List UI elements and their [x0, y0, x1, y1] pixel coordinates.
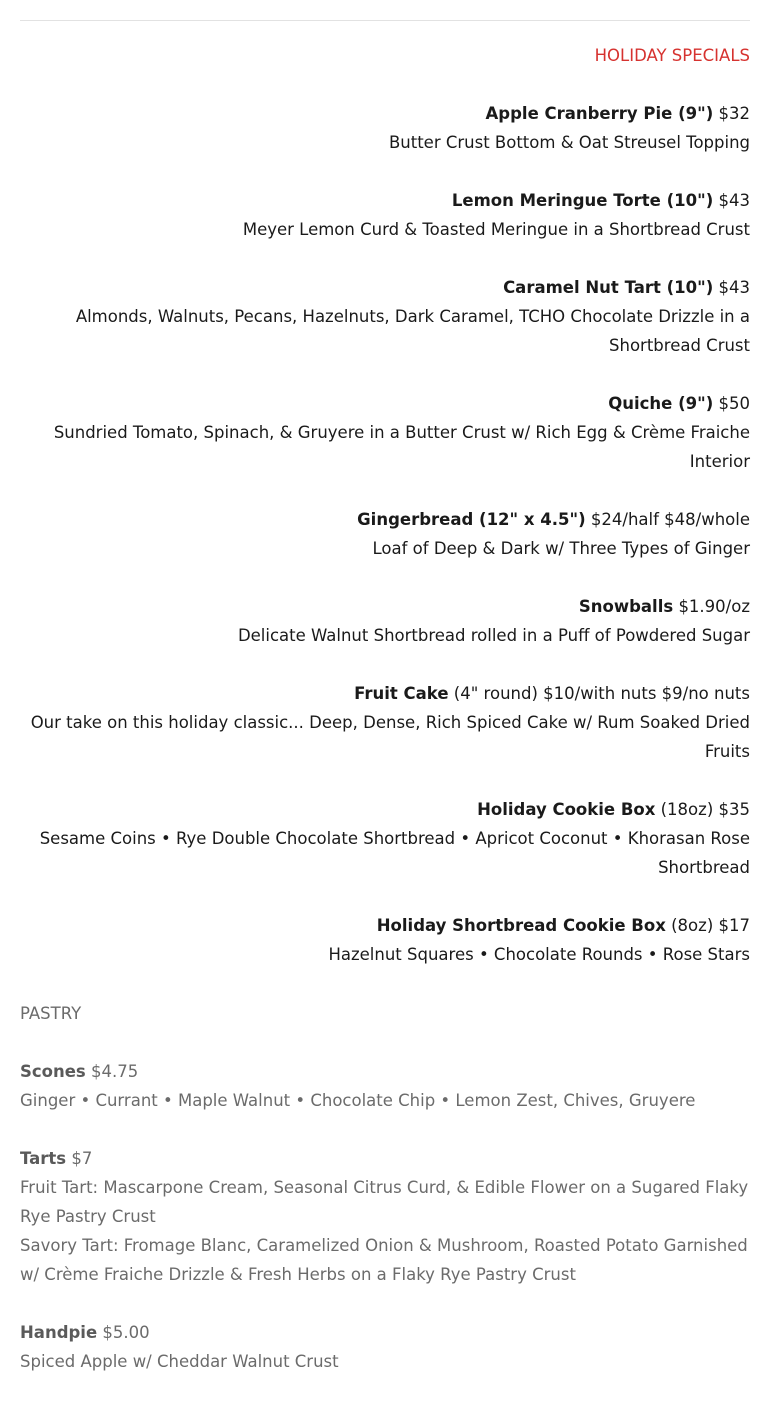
item-description: Fruit Tart: Mascarpone Cream, Seasonal Citrus Curd, & Edible Flower on a Sugared Flaky Rye Pastry Crust	[20, 1178, 749, 1226]
item-name: Lemon Meringue Torte (10")	[451, 191, 714, 210]
item-price: $24/half $48/whole	[590, 510, 750, 529]
item-name: Apple Cranberry Pie (9")	[485, 104, 714, 123]
menu-item	[20, 505, 750, 563]
pastry-section	[20, 999, 750, 1376]
item-name: Scones	[20, 1062, 86, 1081]
menu-item	[20, 1144, 750, 1289]
item-description: Almonds, Walnuts, Pecans, Hazelnuts, Dark Caramel, TCHO Chocolate Drizzle in a Shortbread Crust	[75, 307, 750, 355]
item-description: Hazelnut Squares • Chocolate Rounds • Rose Stars	[328, 945, 750, 964]
item-price: (8oz) $17	[671, 916, 750, 935]
item-price: $7	[71, 1149, 93, 1168]
item-description: Savory Tart: Fromage Blanc, Caramelized Onion & Mushroom, Roasted Potato Garnished w/ Crème Fraiche Drizzle & Fresh Herbs on a Flaky Rye Pastry Crust	[20, 1236, 748, 1284]
top-divider	[20, 20, 750, 21]
pastry-title: PASTRY	[20, 1004, 82, 1023]
item-name: Caramel Nut Tart (10")	[503, 278, 714, 297]
item-description: Sundried Tomato, Spinach, & Gruyere in a Butter Crust w/ Rich Egg & Crème Fraiche Interior	[53, 423, 750, 471]
menu-item	[20, 679, 750, 766]
menu-item	[20, 389, 750, 476]
menu-item	[20, 1318, 750, 1376]
item-name: Tarts	[20, 1149, 67, 1168]
item-description: Loaf of Deep & Dark w/ Three Types of Ginger	[372, 539, 750, 558]
item-price: $50	[718, 394, 750, 413]
item-price: $43	[718, 278, 750, 297]
item-name: Fruit Cake	[354, 684, 449, 703]
item-description: Ginger • Currant • Maple Walnut • Chocolate Chip • Lemon Zest, Chives, Gruyere	[20, 1091, 696, 1110]
menu-item	[20, 795, 750, 882]
item-description: Delicate Walnut Shortbread rolled in a Puff of Powdered Sugar	[237, 626, 750, 645]
item-description: Spiced Apple w/ Cheddar Walnut Crust	[20, 1352, 339, 1371]
item-price: (18oz) $35	[660, 800, 750, 819]
menu-item	[20, 592, 750, 650]
item-name: Holiday Shortbread Cookie Box	[376, 916, 666, 935]
item-price: $1.90/oz	[678, 597, 750, 616]
item-description: Butter Crust Bottom & Oat Streusel Topping	[388, 133, 750, 152]
item-description: Meyer Lemon Curd & Toasted Meringue in a Shortbread Crust	[242, 220, 750, 239]
item-description: Our take on this holiday classic... Deep, Dense, Rich Spiced Cake w/ Rum Soaked Dried Fruits	[30, 713, 750, 761]
holiday-specials-title: HOLIDAY SPECIALS	[594, 46, 750, 65]
menu-item	[20, 99, 750, 157]
holiday-specials-section	[20, 41, 750, 969]
item-name: Gingerbread (12" x 4.5")	[357, 510, 586, 529]
item-name: Holiday Cookie Box	[477, 800, 656, 819]
item-price: $5.00	[102, 1323, 150, 1342]
menu-item	[20, 1057, 750, 1115]
item-price: (4" round) $10/with nuts $9/no nuts	[453, 684, 750, 703]
item-description: Sesame Coins • Rye Double Chocolate Shortbread • Apricot Coconut • Khorasan Rose Shortbread	[39, 829, 750, 877]
menu-item	[20, 186, 750, 244]
menu-item	[20, 273, 750, 360]
item-price: $4.75	[91, 1062, 139, 1081]
item-name: Snowballs	[578, 597, 674, 616]
item-price: $32	[718, 104, 750, 123]
item-price: $43	[718, 191, 750, 210]
item-name: Quiche (9")	[608, 394, 714, 413]
menu-item	[20, 911, 750, 969]
item-name: Handpie	[20, 1323, 98, 1342]
